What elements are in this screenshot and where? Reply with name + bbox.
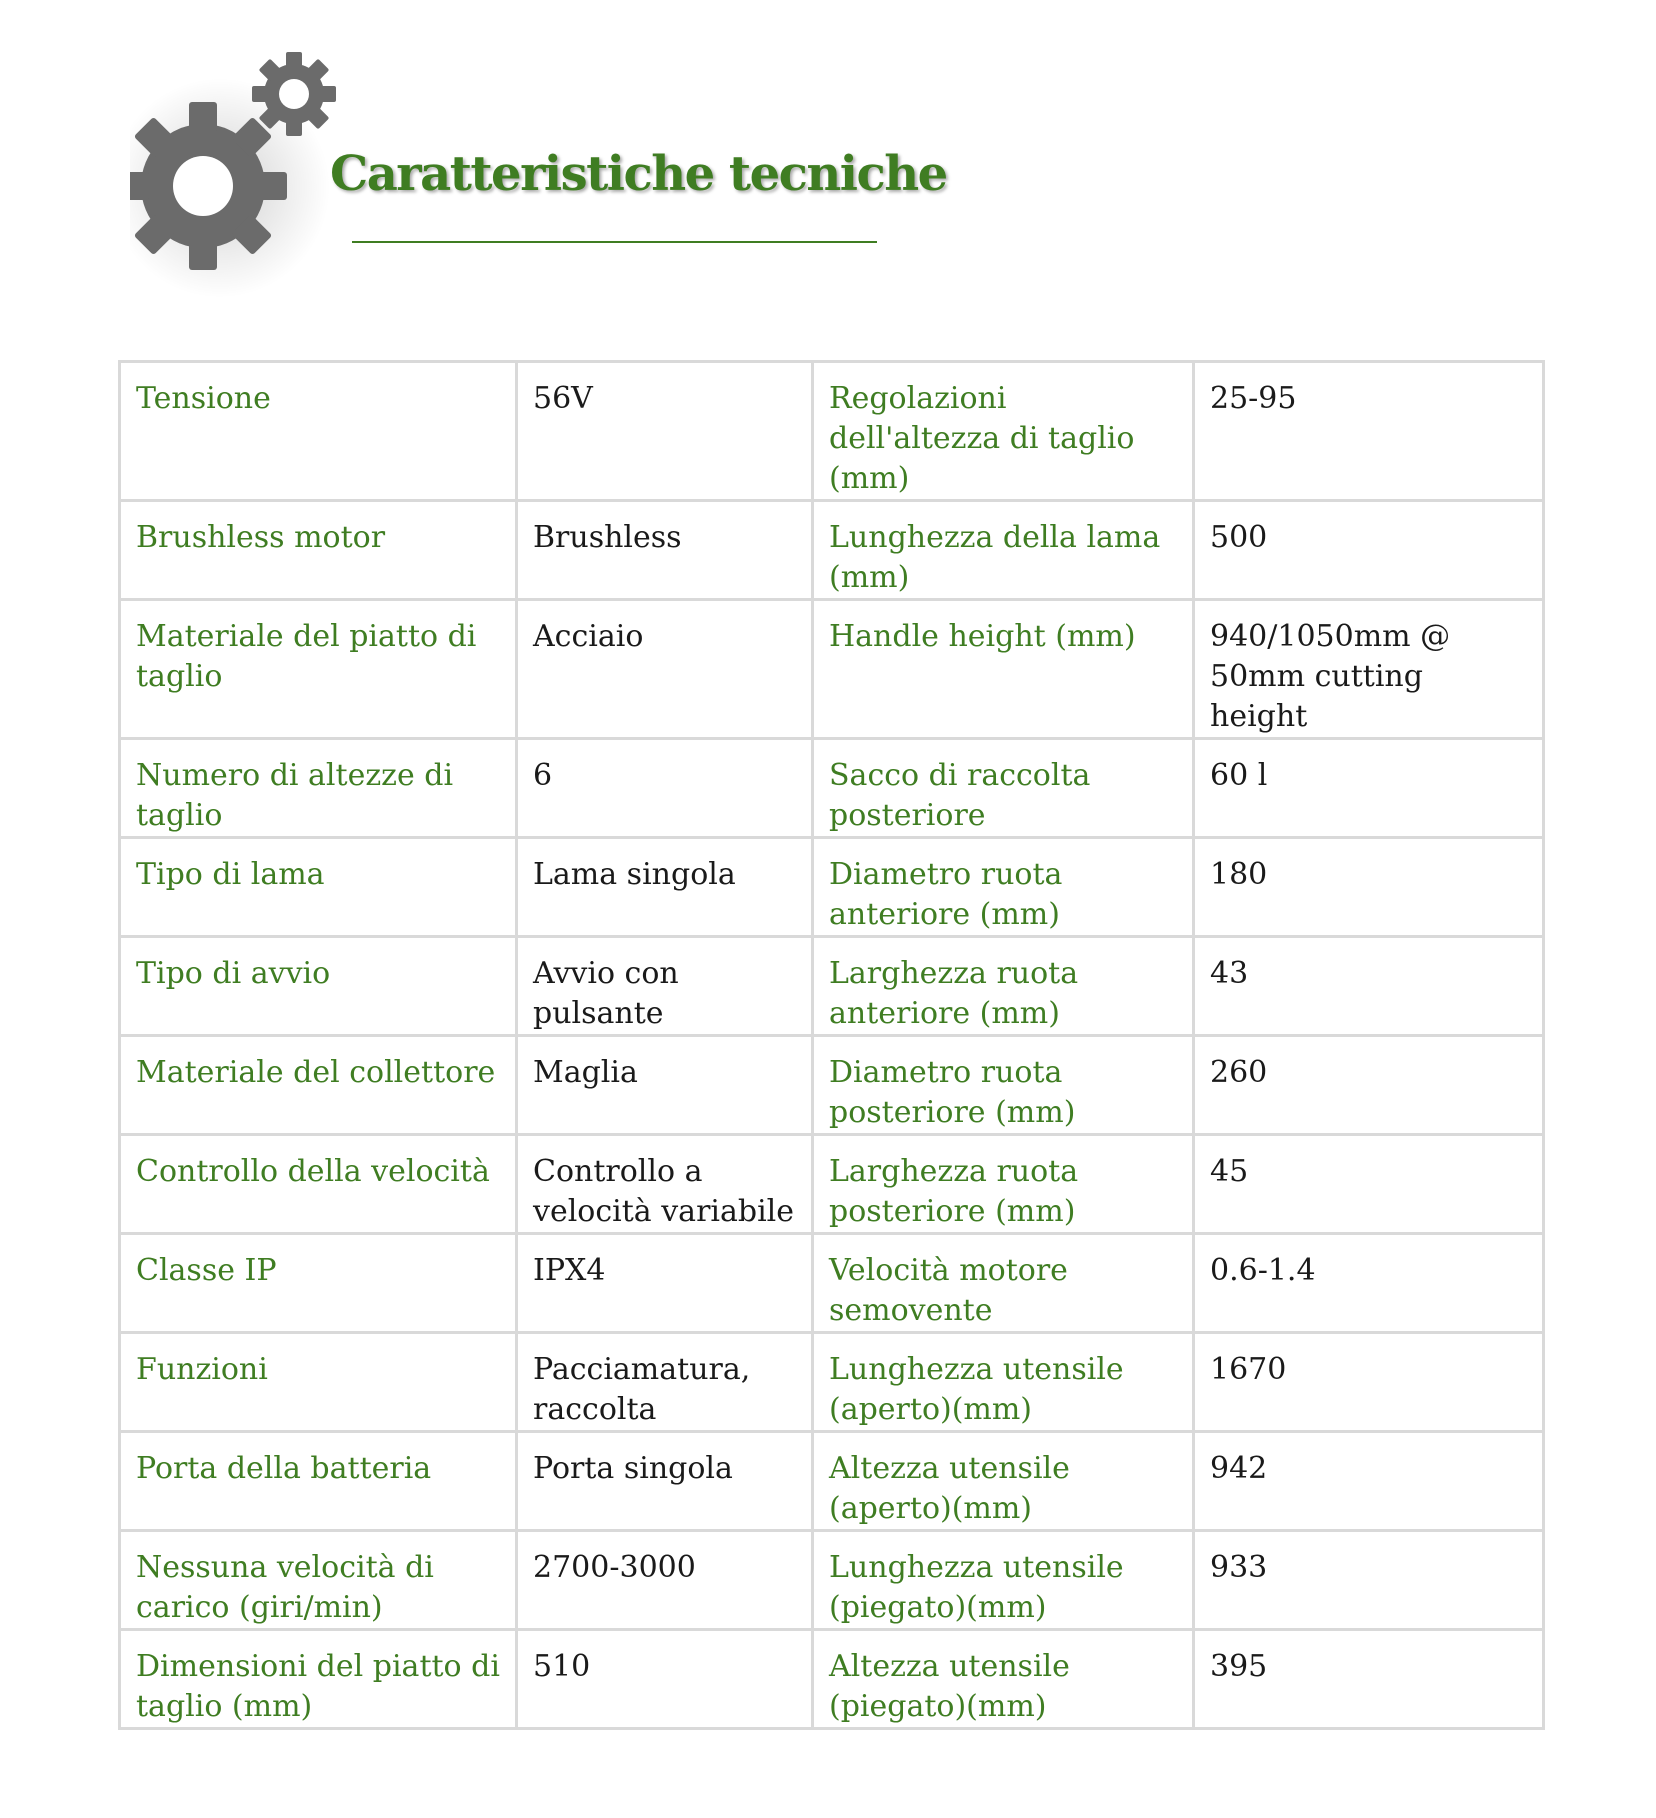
spec-label: Lunghezza della lama (mm) — [813, 501, 1194, 600]
spec-label: Tensione — [120, 362, 517, 501]
title-underline — [352, 241, 877, 243]
spec-label: Classe IP — [120, 1234, 517, 1333]
specs-table — [118, 360, 1545, 1730]
spec-value: 0.6-1.4 — [1194, 1234, 1544, 1333]
spec-label: Diametro ruota anteriore (mm) — [813, 838, 1194, 937]
spec-label: Sacco di raccolta posteriore — [813, 739, 1194, 838]
spec-value: 25-95 — [1194, 362, 1544, 501]
spec-value: 1670 — [1194, 1333, 1544, 1432]
spec-value: Porta singola — [517, 1432, 813, 1531]
spec-value: Avvio con pulsante — [517, 937, 813, 1036]
spec-label: Materiale del collettore — [120, 1036, 517, 1135]
spec-value: 940/1050mm @ 50mm cutting height — [1194, 600, 1544, 739]
spec-value: 510 — [517, 1630, 813, 1729]
spec-label: Larghezza ruota anteriore (mm) — [813, 937, 1194, 1036]
spec-value: 45 — [1194, 1135, 1544, 1234]
table-row — [120, 1135, 1544, 1234]
table-row — [120, 1036, 1544, 1135]
table-row — [120, 1630, 1544, 1729]
spec-label: Porta della batteria — [120, 1432, 517, 1531]
table-row — [120, 600, 1544, 739]
spec-label: Brushless motor — [120, 501, 517, 600]
spec-label: Larghezza ruota posteriore (mm) — [813, 1135, 1194, 1234]
table-row — [120, 838, 1544, 937]
table-row — [120, 937, 1544, 1036]
spec-value: IPX4 — [517, 1234, 813, 1333]
table-row — [120, 362, 1544, 501]
table-row — [120, 501, 1544, 600]
spec-value: 942 — [1194, 1432, 1544, 1531]
table-row — [120, 1531, 1544, 1630]
spec-label: Lunghezza utensile (piegato)(mm) — [813, 1531, 1194, 1630]
spec-value: Lama singola — [517, 838, 813, 937]
spec-label: Materiale del piatto di taglio — [120, 600, 517, 739]
spec-label: Tipo di lama — [120, 838, 517, 937]
specs-table-body — [120, 362, 1544, 1729]
spec-label: Tipo di avvio — [120, 937, 517, 1036]
spec-value: Brushless — [517, 501, 813, 600]
spec-value: 43 — [1194, 937, 1544, 1036]
table-row — [120, 1333, 1544, 1432]
spec-value: Maglia — [517, 1036, 813, 1135]
page-header — [130, 28, 947, 308]
spec-value: Acciaio — [517, 600, 813, 739]
spec-value: 500 — [1194, 501, 1544, 600]
table-row — [120, 1234, 1544, 1333]
spec-value: Pacciamatura, raccolta — [517, 1333, 813, 1432]
spec-label: Altezza utensile (aperto)(mm) — [813, 1432, 1194, 1531]
spec-label: Controllo della velocità — [120, 1135, 517, 1234]
spec-label: Diametro ruota posteriore (mm) — [813, 1036, 1194, 1135]
spec-label: Velocità motore semovente — [813, 1234, 1194, 1333]
spec-value: 180 — [1194, 838, 1544, 937]
spec-value: Controllo a velocità variabile — [517, 1135, 813, 1234]
table-row — [120, 739, 1544, 838]
spec-value: 56V — [517, 362, 813, 501]
spec-value: 2700-3000 — [517, 1531, 813, 1630]
page-title: Caratteristiche tecniche — [330, 146, 947, 202]
spec-value: 260 — [1194, 1036, 1544, 1135]
spec-label: Altezza utensile (piegato)(mm) — [813, 1630, 1194, 1729]
spec-label: Dimensioni del piatto di taglio (mm) — [120, 1630, 517, 1729]
spec-value: 933 — [1194, 1531, 1544, 1630]
spec-label: Handle height (mm) — [813, 600, 1194, 739]
spec-label: Numero di altezze di taglio — [120, 739, 517, 838]
spec-label: Funzioni — [120, 1333, 517, 1432]
spec-label: Regolazioni dell'altezza di taglio (mm) — [813, 362, 1194, 501]
spec-value: 395 — [1194, 1630, 1544, 1729]
table-row — [120, 1432, 1544, 1531]
spec-label: Nessuna velocità di carico (giri/min) — [120, 1531, 517, 1630]
spec-value: 60 l — [1194, 739, 1544, 838]
spec-value: 6 — [517, 739, 813, 838]
spec-label: Lunghezza utensile (aperto)(mm) — [813, 1333, 1194, 1432]
